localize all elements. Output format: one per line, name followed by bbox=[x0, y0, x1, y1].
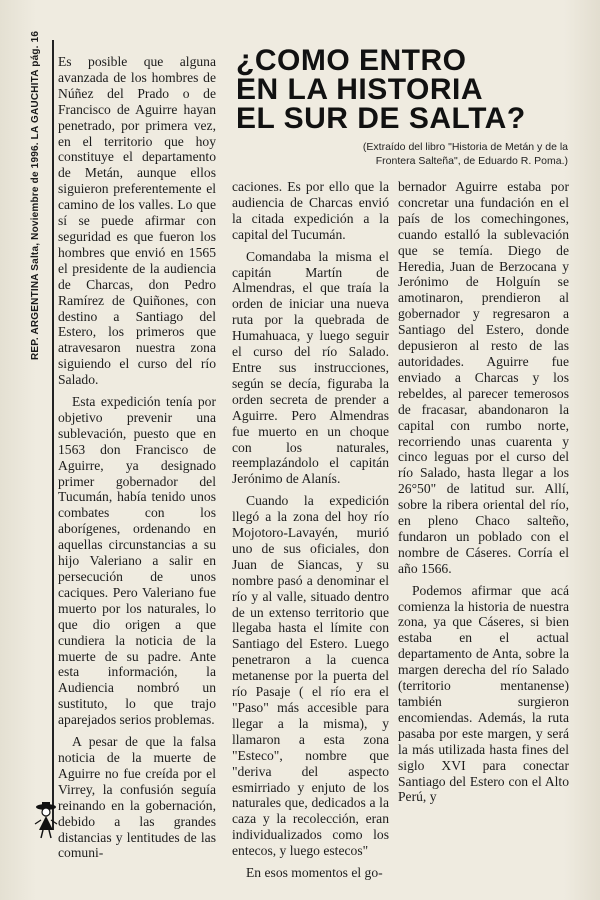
source-line: (Extraído del libro "Historia de Metán y de la bbox=[362, 141, 568, 153]
text-column-2 bbox=[232, 179, 389, 887]
source-credit bbox=[300, 140, 568, 168]
paragraph: A pesar de que la falsa noticia de la muerte de Aguirre no fue creída por el Virrey, la confusión seguía reinando en la gobernación, debido a las grandes distancias y lentitudes de las comuni- bbox=[58, 734, 216, 861]
title-line: ¿COMO ENTRO bbox=[236, 44, 467, 77]
paragraph: bernador Aguirre estaba por concretar una fundación en el país de los comechingones, cuando estalló la sublevación que se temía. Diego de Heredia, Juan de Berzocana y Jerónimo de Holguín se amotinaron, prendieron al gobernador y regresaron a Santiago del Estero, donde depusieron al resto de las autoridades. Aguirre fue enviado a Charcas y los rebeldes, al parecer temerosos de fracasar, abandonaron la capital con rumbo norte, recorriendo unas cuarenta y cinco leguas por el curso del río Salado, hasta llegar a los 26°50" de latitud sur. Allí, sobre la ribera oriental del río, en pleno Chaco salteño, fundaron un poblado con el nombre de Cáseres. Corría el año 1566. bbox=[398, 179, 569, 576]
paragraph: Podemos afirmar que acá comienza la historia de nuestra zona, ya que Cáseres, si bien estaba en el actual departamento de Anta, sobre la margen derecha del río Salado (territorio mentanense) también surgieron encomiendas. Además, la ruta pasaba por este margen, y será la más utilizada hasta fines del siglo XVI para conectar Santiago del Estero con el Alto Perú, y bbox=[398, 582, 569, 805]
paragraph: Es posible que alguna avanzada de los hombres de Núñez del Prado o de Francisco de Aguirre hayan penetrado, por primera vez, en el territorio que hoy constituye el departamento de Metán, aunque ellos siguieron preferentemente el camino de los valles. Lo que sí se puede afirmar con seguridad es que fueron los hombres que envió en 1565 el presidente de la audiencia de Charcas, don Pedro Ramírez de Quiñones, con destino a Santiago del Estero, los primeros que atravesaron nuestra zona siguiendo el curso del río Salado. bbox=[58, 54, 216, 388]
paragraph: Comandaba la misma el capitán Martín de Almendras, el que traía la orden de iniciar una nueva ruta por la quebrada de Humahuaca, y luego seguir el curso del río Salado. Entre sus instrucciones, según se decía, figuraba la orden secreta de prender a Aguirre. Pero Almendras fue muerto en un choque con los naturales, reemplazándolo el capitán Jerónimo de Alanís. bbox=[232, 248, 389, 487]
gauchita-mascot-icon bbox=[33, 800, 59, 840]
running-head: REP. ARGENTINA Salta, Noviembre de 1996. LA GAUCHITA pág. 16 bbox=[30, 30, 41, 360]
text-column-1 bbox=[58, 54, 216, 867]
text-column-3 bbox=[398, 179, 569, 811]
paragraph: caciones. Es por ello que la audiencia de Charcas envió la citada expedición a la capital del Tucumán. bbox=[232, 179, 389, 242]
paragraph: Esta expedición tenía por objetivo prevenir una sublevación, puesto que en 1563 don Francisco de Aguirre, ya designado primer gobernador del Tucumán, había tenido unos combates con los aborígenes, ordenando en aquellas circunstancias a su hijo Valeriano a salir en persecución de unos caciques. Pero Valeriano fue muerto por los naturales, lo que dio origen a que cundiera la noticia de la muerte de su padre. Ante esta información, la Audiencia nombró un sustituto, lo que trajo aparejados serios problemas. bbox=[58, 394, 216, 728]
paragraph: En esos momentos el go- bbox=[246, 865, 383, 881]
title-line: EL SUR DE SALTA? bbox=[236, 102, 526, 135]
article-title bbox=[236, 46, 576, 133]
title-line: EN LA HISTORIA bbox=[236, 73, 484, 106]
source-line: Frontera Salteña", de Eduardo R. Poma.) bbox=[375, 155, 568, 167]
paragraph: Cuando la expedición llegó a la zona del hoy río Mojotoro-Lavayén, murió uno de sus oficiales, don Juan de Siancas, y su nombre pasó a denominar el río y al valle, situado dentro de un extenso territorio que llegaba hasta el límite con Santiago del Estero. Luego penetraron a la cuenca metanense por la puerta del río Pasaje ( el río era el "Paso" más accesible para llegar a la misma), y llamaron a esta zona "Esteco", nombre que "deriva del aspecto esmirriado y enjuto de los naturales que, dedicados a la caza y la recolección, eran individualizados como los entecos, y luego estecos" bbox=[232, 493, 389, 859]
